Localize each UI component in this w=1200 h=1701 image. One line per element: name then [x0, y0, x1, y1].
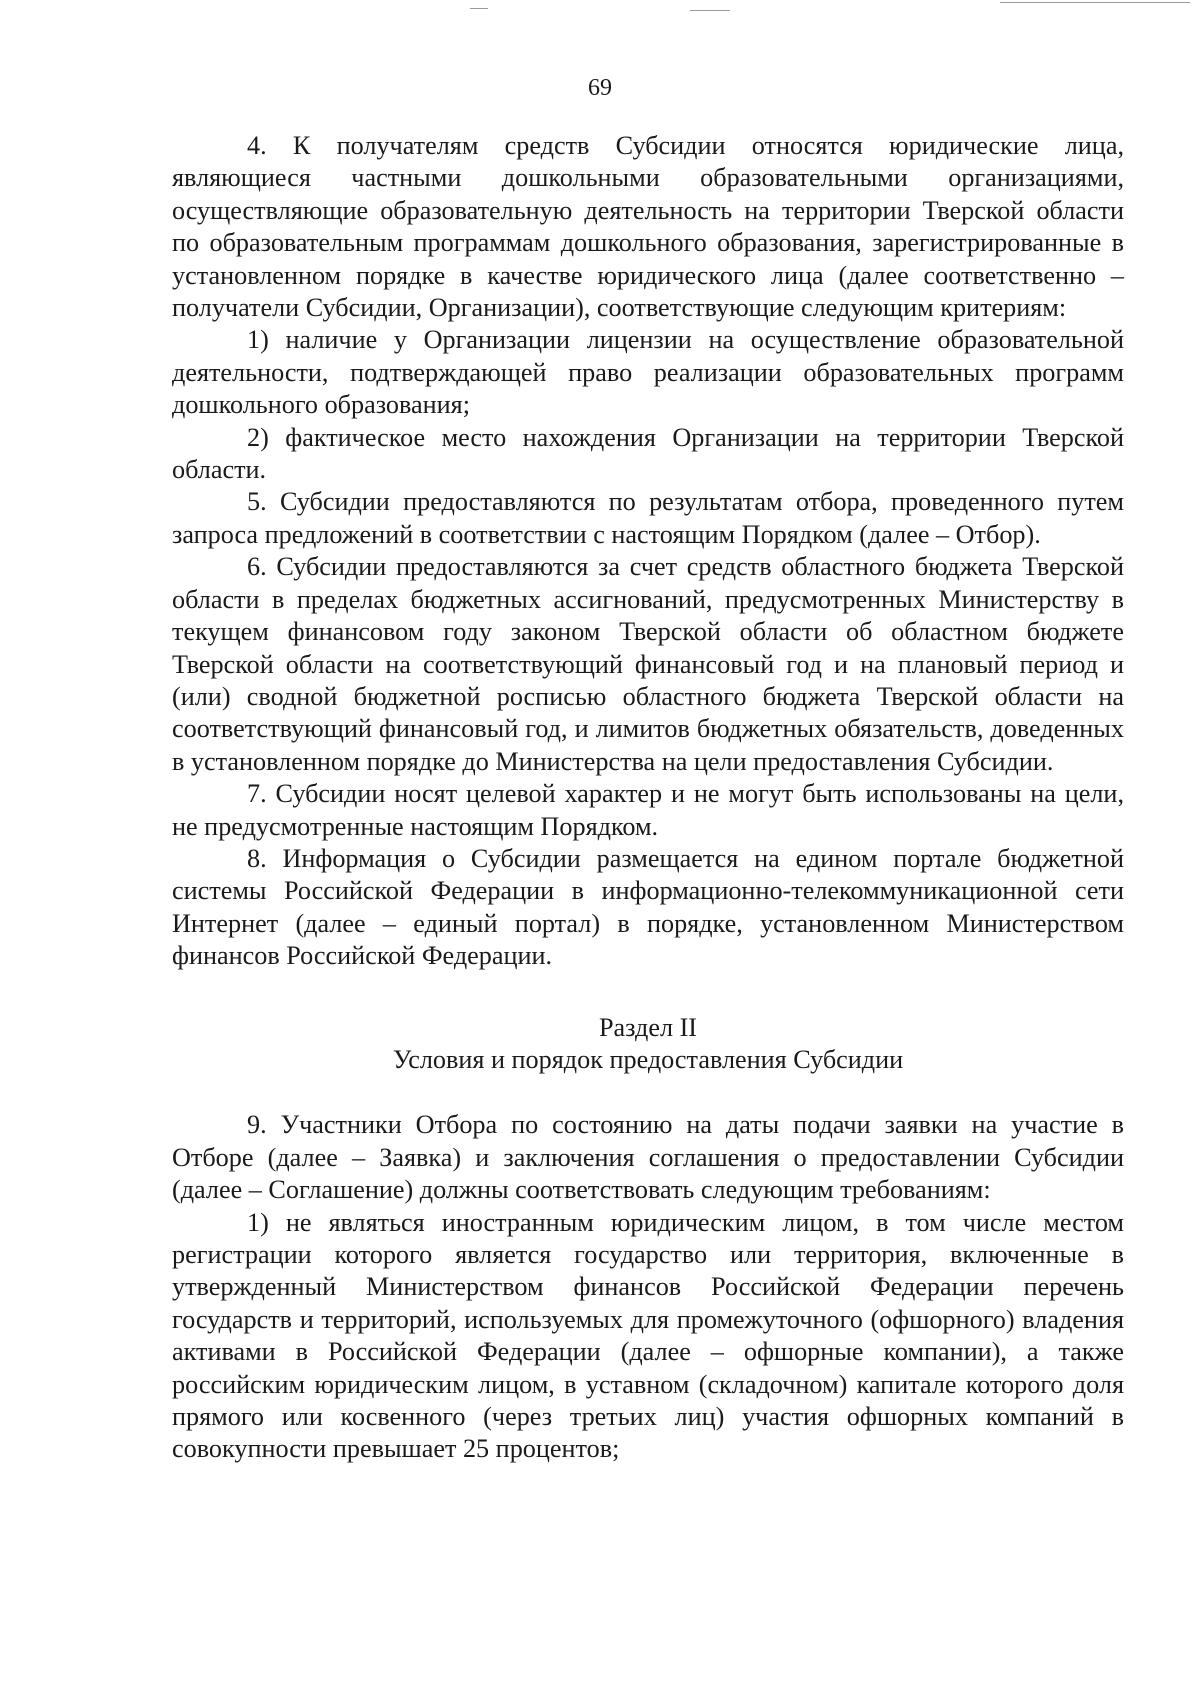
criterion-2: 2) фактическое место нахождения Организации на территории Тверской области. — [172, 422, 1124, 485]
criterion-1: 1) наличие у Организации лицензии на осуществление образовательной деятельности, подтверждающей право реализации образовательных программ дошкольного образования; — [172, 325, 1124, 420]
paragraph-7: 7. Субсидии носят целевой характер и не могут быть использованы на цели, не предусмотренные настоящим Порядком. — [172, 779, 1124, 841]
paragraph-8: 8. Информация о Субсидии размещается на едином портале бюджетной системы Российской Федерации в информационно-телекоммуникационной сети Интернет (далее – единый портал) в порядке, установленном Министерством финансов Российской Федерации. — [172, 843, 1124, 971]
page-number: 69 — [588, 75, 612, 101]
section-title: Условия и порядок предоставления Субсидии — [392, 1044, 904, 1074]
paragraph-5: 5. Субсидии предоставляются по результатам отбора, проведенного путем запроса предложений в соответствии с настоящим Порядком (далее – Отбор). — [172, 487, 1124, 549]
paragraph-6: 6. Субсидии предоставляются за счет средств областного бюджета Тверской области в пределах бюджетных ассигнований, предусмотренных Министерству в текущем финансовом году законом Тверской области об областном бюджете Тверской области на соответствующий финансовый год и на плановый период и (или) сводной бюджетной росписью областного бюджета Тверской области на соответствующий финансовый год, и лимитов бюджетных обязательств, доведенных в установленном порядке до Министерства на цели предоставления Субсидии. — [172, 552, 1124, 776]
scan-artifact — [690, 10, 730, 11]
paragraph-9: 9. Участники Отбора по состоянию на даты подачи заявки на участие в Отборе (далее – Заявка) и заключения соглашения о предоставлении Субсидии (далее – Соглашение) должны соответствовать следующим требованиям: — [172, 1110, 1124, 1205]
scan-artifact — [470, 8, 488, 9]
scan-artifact — [1000, 2, 1190, 3]
requirement-1: 1) не являться иностранным юридическим лицом, в том числе местом регистрации которого является государство или территория, включенные в утвержденный Министерством финансов Российской Федерации перечень государств и территорий, используемых для промежуточного (офшорного) владения активами в Российской Федерации (далее – офшорные компании), а также российским юридическим лицом, в уставном (складочном) капитале которого доля прямого или косвенного (через третьих лиц) участия офшорных компаний в совокупности превышает 25 процентов; — [172, 1207, 1124, 1464]
paragraph-4: 4. К получателям средств Субсидии относятся юридические лица, являющиеся частными дошкольными образовательными организациями, осуществляющие образовательную деятельность на территории Тверской области по образовательным программам дошкольного образования, зарегистрированные в установленном порядке в качестве юридического лица (далее соответственно – получатели Субсидии, Организации), соответствующие следующим критериям: — [172, 131, 1124, 323]
section-number: Раздел II — [598, 1012, 698, 1042]
document-body — [172, 130, 1124, 1466]
